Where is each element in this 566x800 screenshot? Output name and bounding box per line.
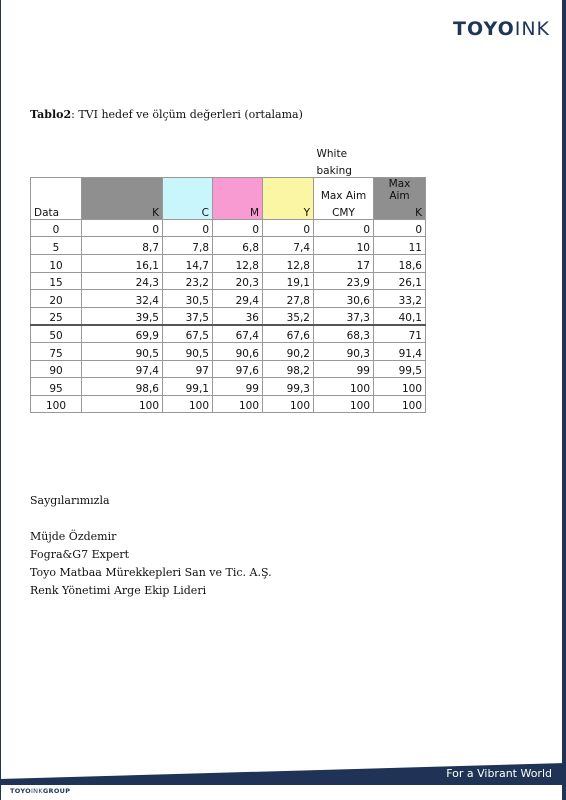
- cell-data: 90: [31, 360, 82, 378]
- cell-c: 37,5: [163, 307, 213, 325]
- cell-c: 100: [163, 395, 213, 413]
- cell-y: 99,3: [263, 378, 314, 396]
- cell-cmy: 23,9: [314, 272, 374, 290]
- col-header-aim-k: K: [374, 202, 426, 220]
- header-row-columns: [31, 202, 426, 220]
- footer-tagline: For a Vibrant World: [446, 767, 552, 780]
- cell-c: 23,2: [163, 272, 213, 290]
- cell-cmy: 10: [314, 237, 374, 255]
- cell-m: 97,6: [213, 360, 263, 378]
- cell-cmy: 37,3: [314, 307, 374, 325]
- tvi-table: [30, 142, 426, 413]
- cell-cmy: 17: [314, 254, 374, 272]
- col-header-k: K: [82, 202, 163, 220]
- cell-c: 67,5: [163, 325, 213, 343]
- header-row-maxaim: [31, 177, 426, 202]
- left-page-border: [0, 0, 1, 800]
- cell-y: 0: [263, 219, 314, 237]
- cell-y: 7,4: [263, 237, 314, 255]
- table-row: [31, 307, 426, 325]
- cell-y: 19,1: [263, 272, 314, 290]
- cell-aim-k: 40,1: [374, 307, 426, 325]
- cell-k: 0: [82, 219, 163, 237]
- cell-y: 100: [263, 395, 314, 413]
- cell-k: 16,1: [82, 254, 163, 272]
- cell-cmy: 99: [314, 360, 374, 378]
- cell-m: 6,8: [213, 237, 263, 255]
- cell-m: 36: [213, 307, 263, 325]
- cell-m: 0: [213, 219, 263, 237]
- right-page-border: [562, 0, 566, 800]
- baking-label: baking: [316, 164, 352, 177]
- cell-k: 100: [82, 395, 163, 413]
- toyo-ink-group-logo: TOYOINKGROUP: [10, 787, 71, 795]
- cell-data: 25: [31, 307, 82, 325]
- cell-c: 14,7: [163, 254, 213, 272]
- cell-aim-k: 71: [374, 325, 426, 343]
- cell-data: 50: [31, 325, 82, 343]
- cell-m: 12,8: [213, 254, 263, 272]
- cell-y: 27,8: [263, 290, 314, 308]
- signer-name: Müjde Özdemir: [30, 530, 117, 543]
- cell-m: 100: [213, 395, 263, 413]
- cell-y: 67,6: [263, 325, 314, 343]
- max-aim-k-label: Max Aim: [374, 177, 426, 202]
- cell-data: 5: [31, 237, 82, 255]
- table-row: [31, 237, 426, 255]
- table-row: [31, 290, 426, 308]
- table-row: [31, 342, 426, 360]
- cell-y: 98,2: [263, 360, 314, 378]
- cell-data: 0: [31, 219, 82, 237]
- cell-y: 35,2: [263, 307, 314, 325]
- cell-k: 8,7: [82, 237, 163, 255]
- cell-aim-k: 100: [374, 395, 426, 413]
- max-aim-cmy-label: Max Aim: [314, 177, 374, 202]
- col-header-m: M: [213, 202, 263, 220]
- cell-data: 100: [31, 395, 82, 413]
- toyo-ink-logo: TOYOINK: [453, 18, 550, 40]
- cell-m: 20,3: [213, 272, 263, 290]
- cell-cmy: 90,3: [314, 342, 374, 360]
- cell-k: 69,9: [82, 325, 163, 343]
- cell-cmy: 100: [314, 395, 374, 413]
- cell-cmy: 68,3: [314, 325, 374, 343]
- table-row: [31, 219, 426, 237]
- caption-text: : TVI hedef ve ölçüm değerleri (ortalama): [71, 108, 303, 121]
- cell-cmy: 100: [314, 378, 374, 396]
- caption-label: Tablo2: [30, 108, 72, 121]
- closing-text: Saygılarımızla: [30, 494, 110, 507]
- header-row-white: [31, 142, 426, 160]
- signer-title: Fogra&G7 Expert: [30, 548, 130, 561]
- cell-k: 90,5: [82, 342, 163, 360]
- cell-c: 97: [163, 360, 213, 378]
- cell-data: 20: [31, 290, 82, 308]
- cell-aim-k: 26,1: [374, 272, 426, 290]
- col-header-cmy: CMY: [314, 202, 374, 220]
- table-row: [31, 395, 426, 413]
- col-header-c: C: [163, 202, 213, 220]
- cell-k: 32,4: [82, 290, 163, 308]
- table-row: [31, 325, 426, 343]
- signer-role: Renk Yönetimi Arge Ekip Lideri: [30, 584, 207, 597]
- col-header-data: Data: [31, 202, 82, 220]
- company-name: Toyo Matbaa Mürekkepleri San ve Tic. A.Ş.: [30, 566, 272, 579]
- cell-aim-k: 99,5: [374, 360, 426, 378]
- cell-cmy: 0: [314, 219, 374, 237]
- cell-aim-k: 11: [374, 237, 426, 255]
- cell-c: 0: [163, 219, 213, 237]
- cell-data: 15: [31, 272, 82, 290]
- cell-k: 97,4: [82, 360, 163, 378]
- cell-k: 98,6: [82, 378, 163, 396]
- cell-aim-k: 100: [374, 378, 426, 396]
- cell-m: 67,4: [213, 325, 263, 343]
- cell-m: 29,4: [213, 290, 263, 308]
- table-row: [31, 360, 426, 378]
- cell-aim-k: 0: [374, 219, 426, 237]
- cell-aim-k: 33,2: [374, 290, 426, 308]
- table-caption: [30, 108, 303, 121]
- cell-c: 90,5: [163, 342, 213, 360]
- table-row: [31, 378, 426, 396]
- cell-y: 90,2: [263, 342, 314, 360]
- cell-k: 39,5: [82, 307, 163, 325]
- cell-m: 90,6: [213, 342, 263, 360]
- header-row-baking: [31, 160, 426, 178]
- cell-data: 95: [31, 378, 82, 396]
- cell-y: 12,8: [263, 254, 314, 272]
- cell-data: 10: [31, 254, 82, 272]
- cell-c: 7,8: [163, 237, 213, 255]
- cell-c: 99,1: [163, 378, 213, 396]
- white-label: White: [316, 147, 348, 160]
- cell-m: 99: [213, 378, 263, 396]
- table-row: [31, 254, 426, 272]
- cell-aim-k: 91,4: [374, 342, 426, 360]
- cell-aim-k: 18,6: [374, 254, 426, 272]
- table-row: [31, 272, 426, 290]
- cell-k: 24,3: [82, 272, 163, 290]
- cell-data: 75: [31, 342, 82, 360]
- col-header-y: Y: [263, 202, 314, 220]
- cell-c: 30,5: [163, 290, 213, 308]
- cell-cmy: 30,6: [314, 290, 374, 308]
